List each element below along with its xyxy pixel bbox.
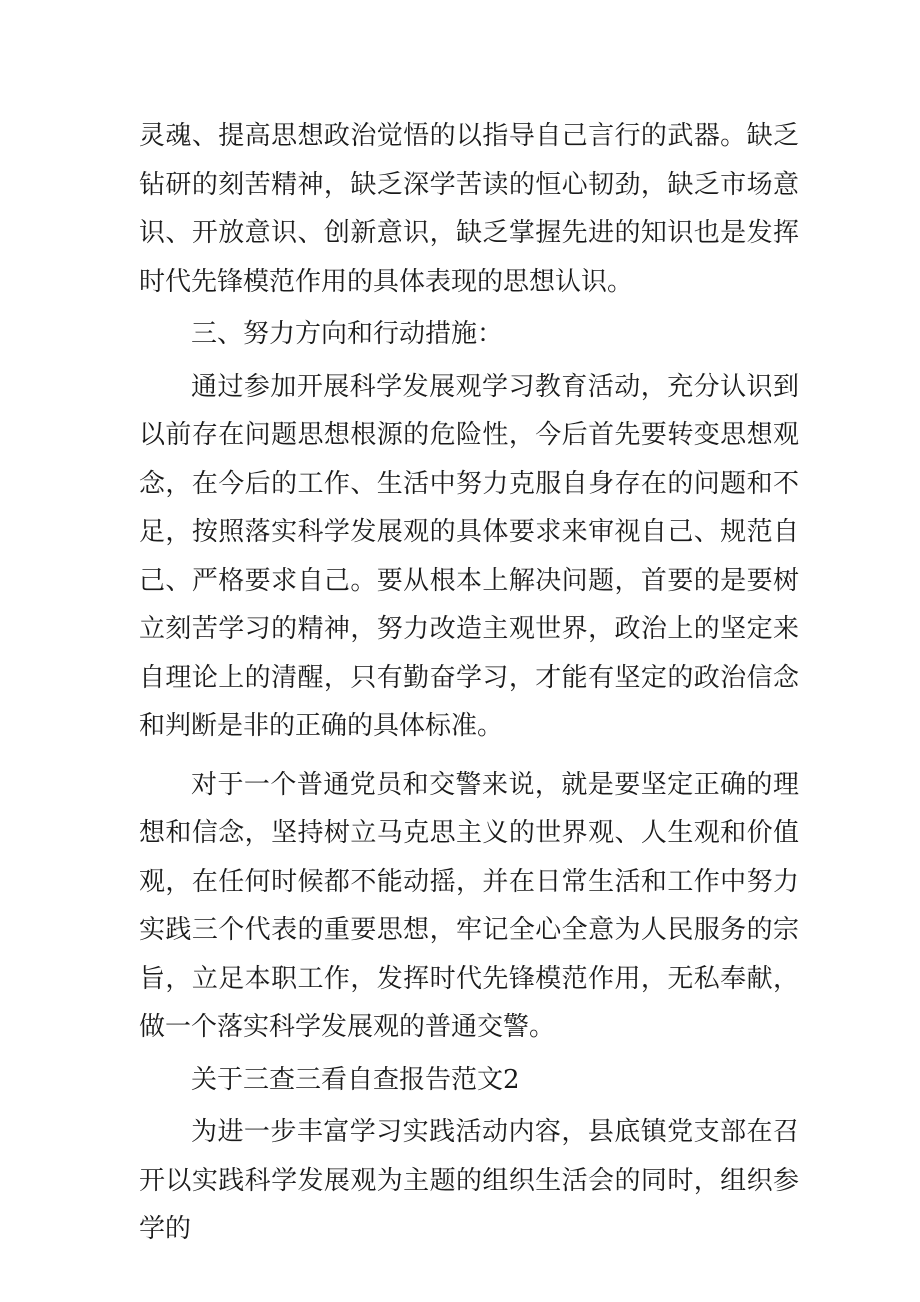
- paragraph-continuation: 灵魂、提高思想政治觉悟的以指导自己言行的武器。缺乏钻研的刻苦精神，缺乏深学苦读的恒心韧劲，缺乏市场意识、开放意识、创新意识，缺乏掌握先进的知识也是发挥时代先锋模范作用的具体表现的思想认识。: [139, 121, 799, 297]
- paragraph: 通过参加开展科学发展观学习教育活动，充分认识到以前存在问题思想根源的危险性，今后首先要转变思想观念，在今后的工作、生活中努力克服自身存在的问题和不足，按照落实科学发展观的具体要求来审视自己、规范自己、严格要求自己。要从根本上解决问题，首要的是要树立刻苦学习的精神，努力改造主观世界，政治上的坚定来自理论上的清醒，只有勤奋学习，才能有坚定的政治信念和判断是非的正确的具体标准。: [139, 371, 799, 741]
- section-heading: 三、努力方向和行动措施：: [191, 319, 504, 349]
- document-body: [139, 112, 799, 1254]
- paragraph: 对于一个普通党员和交警来说，就是要坚定正确的理想和信念，坚持树立马克思主义的世界观、人生观和价值观，在任何时候都不能动摇，并在日常生活和工作中努力实践三个代表的重要思想，牢记全心全意为人民服务的宗旨，立足本职工作，发挥时代先锋模范作用，无私奉献，做一个落实科学发展观的普通交警。: [139, 769, 799, 1042]
- paragraph: 为进一步丰富学习实践活动内容，县底镇党支部在召开以实践科学发展观为主题的组织生活会的同时，组织参学的: [139, 1117, 799, 1244]
- document-title: 关于三查三看自查报告范文2: [191, 1064, 520, 1095]
